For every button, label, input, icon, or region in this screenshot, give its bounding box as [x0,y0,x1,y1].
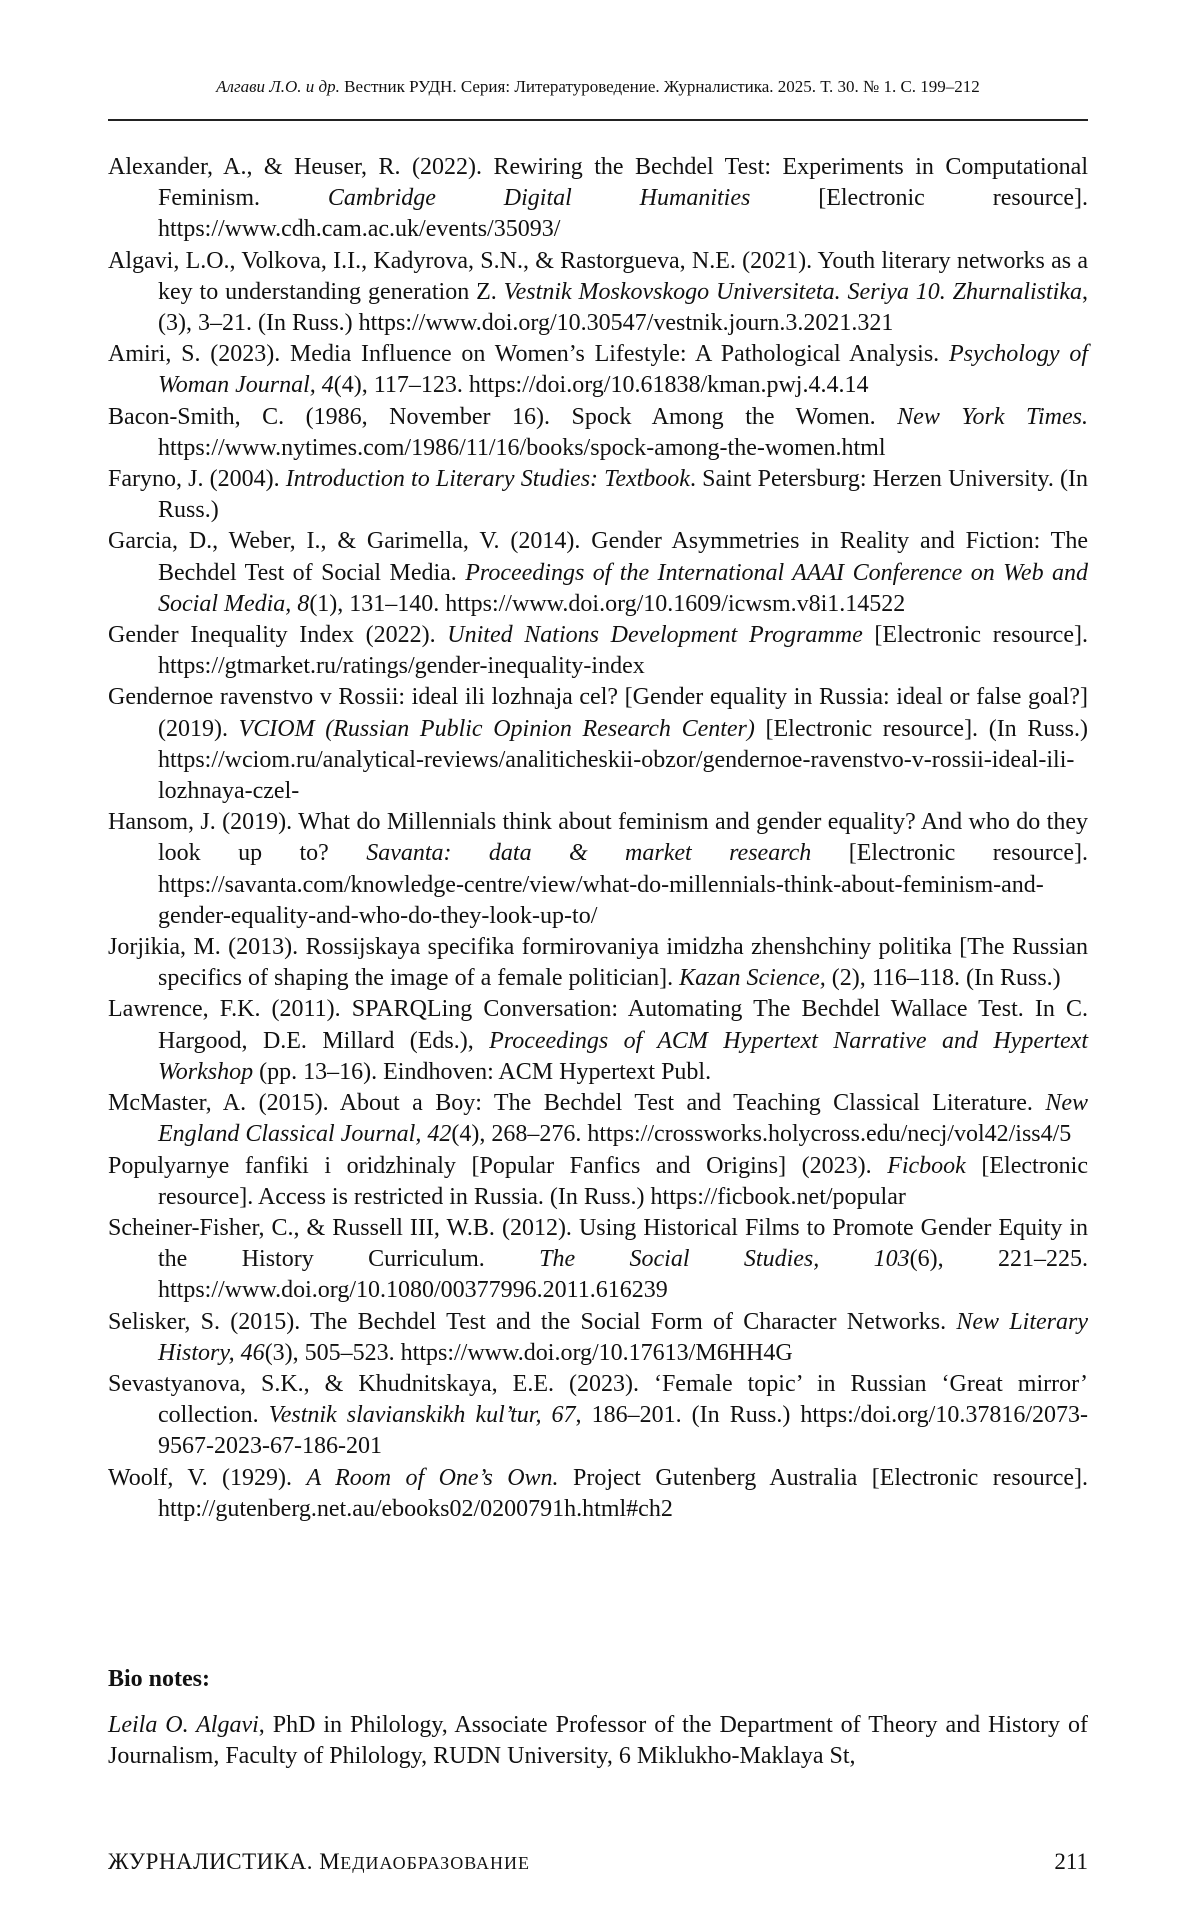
reference-entry [108,1088,1088,1150]
reference-entry [108,402,1088,464]
reference-entry [108,152,1088,246]
reference-details: (4), 268–276. https://crossworks.holycross.edu/necj/vol42/iss4/5 [451,1121,1072,1148]
reference-entry [108,682,1088,807]
reference-text: Bacon-Smith, C. (1986, November 16). Spock Among the Women. [108,403,898,430]
reference-source-title: Kazan Science, [679,965,826,992]
reference-details: (1), 131–140. https://www.doi.org/10.1609/icwsm.v8i1.14522 [309,590,906,617]
bio-author-name: Leila O. Algavi [108,1712,259,1738]
reference-source-title: United Nations Development Programme [447,622,863,649]
reference-details: [Electronic resource]. https://www.cdh.cam.ac.uk/events/35093/ [158,185,1088,243]
reference-source-title: New England Classical Journal, 42 [158,1090,1088,1148]
reference-source-title: Proceedings of ACM Hypertext Narrative and Hypertext Workshop [158,1027,1088,1085]
reference-source-title: New York Times. [897,403,1088,430]
footer-title-small-caps: ЕДИАОБРАЗОВАНИЕ [340,1853,531,1873]
reference-details: https://www.nytimes.com/1986/11/16/books/spock-among-the-women.html [158,434,886,461]
running-header [108,76,1088,98]
reference-source-title: Savanta: data & market research [366,840,812,867]
reference-source-title: A Room of One’s Own. [306,1464,559,1491]
reference-entry [108,932,1088,994]
reference-details: . Saint Petersburg: Herzen University. (In Russ.) [158,466,1088,524]
reference-details: (pp. 13–16). Eindhoven: ACM Hypertext Publ. [253,1058,712,1085]
reference-entry [108,339,1088,401]
reference-text: Hansom, J. (2019). What do Millennials think about feminism and gender equality? And who do they look up to? [108,809,1088,867]
reference-entry [108,807,1088,932]
reference-entry [108,1213,1088,1307]
reference-entry [108,246,1088,340]
reference-details: , (3), 3–21. (In Russ.) https://www.doi.org/10.30547/vestnik.journ.3.2021.321 [158,278,1088,337]
reference-text: Amiri, S. (2023). Media Influence on Women’s Lifestyle: A Pathological Analysis. [108,341,949,368]
reference-list [108,152,1088,1525]
reference-details: (2), 116–118. (In Russ.) [825,965,1061,992]
header-journal: Вестник РУДН. Серия: Литературоведение. Журналистика. 2025. Т. 30. № 1. С. 199–212 [344,77,980,96]
page-number: 211 [1054,1849,1088,1874]
reference-text: Sevastyanova, S.K., & Khudnitskaya, E.E. (2023). ‘Female topic’ in Russian ‘Great mirror’ collection. [108,1370,1088,1429]
reference-text: Scheiner-Fisher, C., & Russell III, W.B. (2012). Using Historical Films to Promote Gender Equity in the History Curriculum. [108,1214,1088,1273]
reference-source-title: Ficbook [887,1152,966,1179]
reference-details: [Electronic resource]. https://savanta.com/knowledge-centre/view/what-do-millennials-think-about-feminism-and-gender-equality-and-who-do-they-look-up-to/ [158,840,1088,929]
reference-text: Woolf, V. (1929). [108,1464,307,1491]
header-authors: Алгави Л.О. и др. [216,77,340,96]
reference-source-title: Introduction to Literary Studies: Textbook [285,466,690,493]
reference-text: Garcia, D., Weber, I., & Garimella, V. (2014). Gender Asymmetries in Reality and Fiction: The Bechdel Test of Social Media. [108,528,1088,586]
reference-entry [108,526,1088,620]
reference-text: Lawrence, F.K. (2011). SPARQLing Conversation: Automating The Bechdel Wallace Test. In C. Hargood, D.E. Millard (Eds.), [108,996,1088,1054]
reference-entry [108,464,1088,526]
reference-entry [108,994,1088,1088]
reference-text: Alexander, A., & Heuser, R. (2022). Rewiring the Bechdel Test: Experiments in Computational Feminism. [108,154,1088,212]
reference-text: McMaster, A. (2015). About a Boy: The Bechdel Test and Teaching Classical Literature. [108,1090,1046,1117]
reference-text: Populyarnye fanfiki i oridzhinaly [Popular Fanfics and Origins] (2023). [108,1152,888,1179]
reference-text: Faryno, J. (2004). [108,466,286,493]
bio-heading: Bio notes: [108,1666,210,1692]
reference-details: [Electronic resource]. https://gtmarket.ru/ratings/gender-inequality-index [158,622,1088,680]
reference-source-title: Proceedings of the International AAAI Conference on Web and Social Media, 8 [158,559,1089,617]
reference-source-title: New Literary History, 46 [158,1308,1088,1366]
reference-details: (3), 505–523. https://www.doi.org/10.17613/M6HH4G [264,1339,793,1366]
reference-text: Gendernoe ravenstvo v Rossii: ideal ili lozhnaja cel? [Gender equality in Russia: ideal or false goal?] (2019). [108,684,1088,742]
reference-details: (6), 221–225. https://www.doi.org/10.1080/00377996.2011.616239 [158,1246,1088,1304]
reference-details: (4), 117–123. https://doi.org/10.61838/kman.pwj.4.4.14 [333,372,869,399]
reference-details: , 186–201. (In Russ.) https:/doi.org/10.37816/2073-9567-2023-67-186-201 [158,1402,1088,1460]
reference-text: Jorjikia, M. (2013). Rossijskaya specifika formirovaniya imidzha zhenshchiny politika [The Russian specifics of shaping the image of a female politician]. [108,934,1088,992]
reference-details: Project Gutenberg Australia [Electronic resource]. http://gutenberg.net.au/ebooks02/0200791h.html#ch2 [158,1464,1089,1522]
reference-source-title: VCIOM (Russian Public Opinion Research Center) [238,715,755,742]
reference-source-title: The Social Studies, 103 [539,1246,910,1273]
footer-title-main: ЖУРНАЛИСТИКА. М [108,1849,341,1874]
reference-entry [108,1151,1088,1213]
footer-section-title [108,1848,530,1877]
reference-details: [Electronic resource]. (In Russ.) https://wciom.ru/analytical-reviews/analiticheskii-obzor/gendernoe-ravenstvo-v-rossii-ideal-ili-lozhnaya-czel- [158,715,1089,805]
reference-source-title: Cambridge Digital Humanities [327,185,751,212]
reference-text: Algavi, L.O., Volkova, I.I., Kadyrova, S.N., & Rastorgueva, N.E. (2021). Youth literary networks as a key to understanding generation Z. [108,247,1088,305]
reference-entry [108,1369,1088,1463]
reference-text: Selisker, S. (2015). The Bechdel Test and the Social Form of Character Networks. [108,1308,957,1335]
reference-entry [108,1307,1088,1369]
reference-text: Gender Inequality Index (2022). [108,622,448,649]
reference-source-title: Vestnik slavianskikh kul’tur, 67 [268,1402,576,1429]
bio-text [108,1710,1088,1772]
reference-entry [108,620,1088,682]
header-rule [108,119,1088,121]
reference-source-title: Psychology of Woman Journal, 4 [158,341,1088,399]
reference-source-title: Vestnik Moskovskogo Universiteta. Seriya 10. Zhurnalistika [503,278,1082,305]
bio-description: , PhD in Philology, Associate Professor of the Department of Theory and History of Journalism, Faculty of Philology, RUDN University, 6 Miklukho-Maklaya St, [108,1712,1088,1770]
reference-entry [108,1463,1088,1525]
reference-details: [Electronic resource]. Access is restricted in Russia. (In Russ.) https://ficbook.net/popular [158,1152,1089,1210]
